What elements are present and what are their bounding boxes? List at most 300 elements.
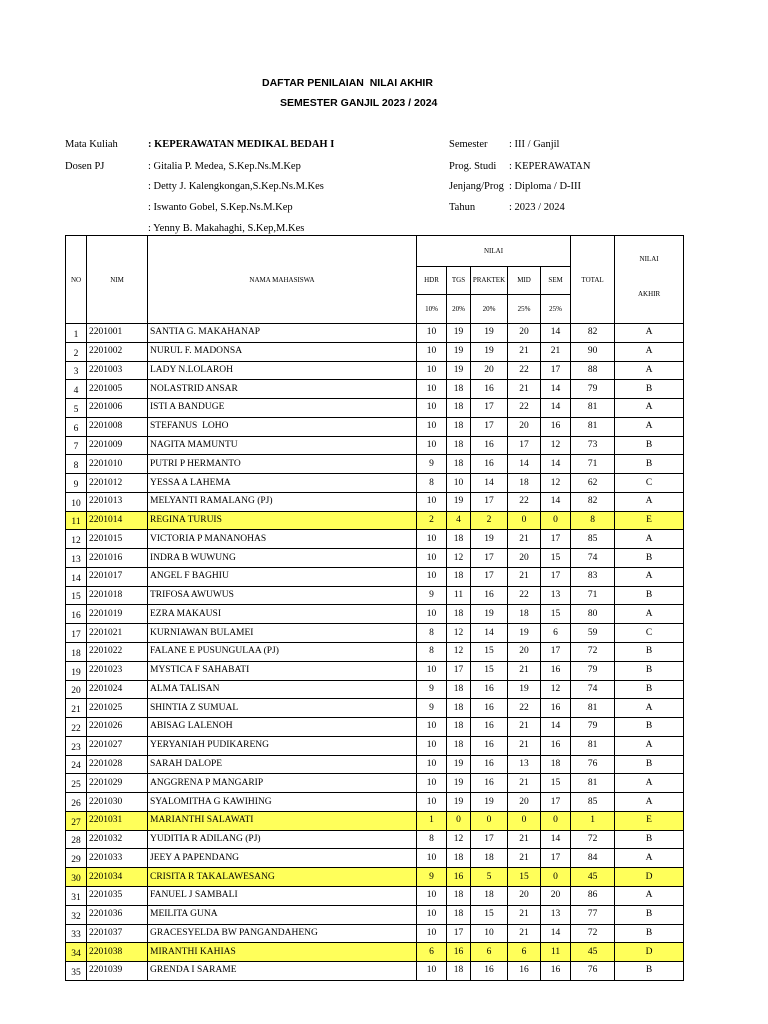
cell-nim: 2201013 bbox=[87, 492, 148, 511]
cell-praktek-score: 16 bbox=[471, 699, 508, 718]
table-row bbox=[66, 661, 684, 680]
cell-tgs-score: 18 bbox=[447, 849, 471, 868]
cell-final-grade: B bbox=[615, 905, 684, 924]
cell-tgs-score: 19 bbox=[447, 774, 471, 793]
cell-no: 19 bbox=[66, 661, 87, 680]
cell-final-grade: D bbox=[615, 868, 684, 887]
cell-final-grade: A bbox=[615, 417, 684, 436]
cell-student-name: ANGEL F BAGHIU bbox=[148, 567, 417, 586]
cell-student-name: CRISITA R TAKALAWESANG bbox=[148, 868, 417, 887]
cell-student-name: EZRA MAKAUSI bbox=[148, 605, 417, 624]
tahun-label: Tahun bbox=[449, 202, 476, 213]
cell-hdr-score: 9 bbox=[417, 699, 447, 718]
cell-final-grade: A bbox=[615, 492, 684, 511]
cell-tgs-score: 11 bbox=[447, 586, 471, 605]
cell-total-score: 74 bbox=[571, 549, 615, 568]
cell-tgs-score: 19 bbox=[447, 755, 471, 774]
cell-final-grade: A bbox=[615, 793, 684, 812]
cell-tgs-score: 17 bbox=[447, 661, 471, 680]
cell-mid-score: 18 bbox=[508, 605, 541, 624]
cell-hdr-score: 2 bbox=[417, 511, 447, 530]
mata-kuliah-label: Mata Kuliah bbox=[65, 139, 118, 150]
cell-mid-score: 15 bbox=[508, 868, 541, 887]
cell-praktek-score: 16 bbox=[471, 680, 508, 699]
cell-no: 25 bbox=[66, 774, 87, 793]
cell-total-score: 83 bbox=[571, 567, 615, 586]
table-row bbox=[66, 474, 684, 493]
cell-sem-score: 0 bbox=[541, 511, 571, 530]
cell-student-name: JEEY A PAPENDANG bbox=[148, 849, 417, 868]
cell-total-score: 79 bbox=[571, 718, 615, 737]
cell-praktek-score: 6 bbox=[471, 943, 508, 962]
cell-praktek-score: 17 bbox=[471, 830, 508, 849]
table-row bbox=[66, 342, 684, 361]
cell-final-grade: B bbox=[615, 643, 684, 662]
cell-sem-score: 13 bbox=[541, 586, 571, 605]
cell-final-grade: B bbox=[615, 680, 684, 699]
cell-nim: 2201027 bbox=[87, 736, 148, 755]
cell-praktek-score: 14 bbox=[471, 624, 508, 643]
cell-student-name: GRACESYELDA BW PANGANDAHENG bbox=[148, 924, 417, 943]
cell-sem-score: 16 bbox=[541, 736, 571, 755]
cell-hdr-score: 10 bbox=[417, 399, 447, 418]
cell-tgs-score: 18 bbox=[447, 905, 471, 924]
cell-no: 5 bbox=[66, 399, 87, 418]
semester-label: Semester bbox=[449, 139, 488, 150]
cell-tgs-score: 18 bbox=[447, 455, 471, 474]
cell-sem-score: 17 bbox=[541, 567, 571, 586]
cell-final-grade: B bbox=[615, 380, 684, 399]
cell-final-grade: C bbox=[615, 624, 684, 643]
cell-no: 4 bbox=[66, 380, 87, 399]
cell-hdr-score: 8 bbox=[417, 474, 447, 493]
cell-praktek-score: 18 bbox=[471, 886, 508, 905]
cell-total-score: 84 bbox=[571, 849, 615, 868]
cell-sem-score: 20 bbox=[541, 886, 571, 905]
cell-nim: 2201012 bbox=[87, 474, 148, 493]
weight-mid: 25% bbox=[508, 294, 541, 323]
cell-nim: 2201002 bbox=[87, 342, 148, 361]
cell-final-grade: A bbox=[615, 736, 684, 755]
header-nama-mahasiswa: NAMA MAHASISWA bbox=[148, 236, 417, 324]
cell-sem-score: 14 bbox=[541, 324, 571, 343]
cell-tgs-score: 17 bbox=[447, 924, 471, 943]
table-row bbox=[66, 905, 684, 924]
cell-student-name: ABISAG LALENOH bbox=[148, 718, 417, 737]
cell-praktek-score: 17 bbox=[471, 399, 508, 418]
cell-final-grade: B bbox=[615, 586, 684, 605]
cell-nim: 2201035 bbox=[87, 886, 148, 905]
cell-total-score: 59 bbox=[571, 624, 615, 643]
cell-tgs-score: 4 bbox=[447, 511, 471, 530]
cell-student-name: LADY N.LOLAROH bbox=[148, 361, 417, 380]
cell-hdr-score: 10 bbox=[417, 793, 447, 812]
cell-nim: 2201018 bbox=[87, 586, 148, 605]
cell-tgs-score: 12 bbox=[447, 624, 471, 643]
cell-tgs-score: 18 bbox=[447, 736, 471, 755]
cell-sem-score: 12 bbox=[541, 436, 571, 455]
table-row bbox=[66, 549, 684, 568]
cell-tgs-score: 18 bbox=[447, 605, 471, 624]
cell-hdr-score: 10 bbox=[417, 886, 447, 905]
cell-sem-score: 13 bbox=[541, 905, 571, 924]
cell-hdr-score: 1 bbox=[417, 811, 447, 830]
cell-sem-score: 14 bbox=[541, 830, 571, 849]
cell-praktek-score: 16 bbox=[471, 436, 508, 455]
header-total: TOTAL bbox=[571, 236, 615, 324]
cell-nim: 2201032 bbox=[87, 830, 148, 849]
cell-no: 7 bbox=[66, 436, 87, 455]
cell-nim: 2201039 bbox=[87, 962, 148, 981]
cell-nim: 2201024 bbox=[87, 680, 148, 699]
cell-hdr-score: 10 bbox=[417, 361, 447, 380]
cell-nim: 2201038 bbox=[87, 943, 148, 962]
prodi-label: Prog. Studi bbox=[449, 161, 497, 172]
cell-sem-score: 14 bbox=[541, 492, 571, 511]
cell-hdr-score: 10 bbox=[417, 417, 447, 436]
table-row bbox=[66, 530, 684, 549]
cell-mid-score: 21 bbox=[508, 530, 541, 549]
table-row bbox=[66, 886, 684, 905]
cell-tgs-score: 10 bbox=[447, 474, 471, 493]
cell-total-score: 85 bbox=[571, 530, 615, 549]
header-praktek: PRAKTEK bbox=[471, 266, 508, 294]
header-no: NO bbox=[66, 236, 87, 324]
table-row bbox=[66, 605, 684, 624]
table-row bbox=[66, 399, 684, 418]
cell-mid-score: 21 bbox=[508, 905, 541, 924]
dosen-label: Dosen PJ bbox=[65, 161, 105, 172]
cell-no: 2 bbox=[66, 342, 87, 361]
weight-tgs: 20% bbox=[447, 294, 471, 323]
cell-no: 16 bbox=[66, 605, 87, 624]
cell-tgs-score: 18 bbox=[447, 886, 471, 905]
cell-tgs-score: 18 bbox=[447, 962, 471, 981]
cell-mid-score: 21 bbox=[508, 567, 541, 586]
cell-final-grade: A bbox=[615, 342, 684, 361]
cell-hdr-score: 10 bbox=[417, 755, 447, 774]
dosen-name: : Gitalia P. Medea, S.Kep.Ns.M.Kep bbox=[148, 161, 301, 172]
cell-total-score: 71 bbox=[571, 455, 615, 474]
cell-final-grade: E bbox=[615, 511, 684, 530]
cell-hdr-score: 9 bbox=[417, 586, 447, 605]
table-row bbox=[66, 436, 684, 455]
cell-student-name: ALMA TALISAN bbox=[148, 680, 417, 699]
dosen-name: : Yenny B. Makahaghi, S.Kep,M.Kes bbox=[148, 223, 305, 234]
cell-nim: 2201028 bbox=[87, 755, 148, 774]
cell-total-score: 79 bbox=[571, 380, 615, 399]
cell-praktek-score: 17 bbox=[471, 492, 508, 511]
cell-hdr-score: 10 bbox=[417, 549, 447, 568]
cell-hdr-score: 9 bbox=[417, 455, 447, 474]
cell-final-grade: A bbox=[615, 567, 684, 586]
cell-hdr-score: 10 bbox=[417, 436, 447, 455]
cell-total-score: 77 bbox=[571, 905, 615, 924]
table-row bbox=[66, 962, 684, 981]
cell-total-score: 72 bbox=[571, 830, 615, 849]
cell-tgs-score: 18 bbox=[447, 718, 471, 737]
header-nilai-akhir-line1: NILAI bbox=[639, 255, 659, 263]
cell-sem-score: 12 bbox=[541, 680, 571, 699]
table-row bbox=[66, 567, 684, 586]
cell-mid-score: 22 bbox=[508, 492, 541, 511]
cell-sem-score: 16 bbox=[541, 661, 571, 680]
header-nilai-akhir-line2: AKHIR bbox=[637, 290, 661, 298]
cell-total-score: 81 bbox=[571, 417, 615, 436]
cell-final-grade: C bbox=[615, 474, 684, 493]
table-row bbox=[66, 718, 684, 737]
cell-total-score: 81 bbox=[571, 736, 615, 755]
table-row bbox=[66, 586, 684, 605]
cell-no: 21 bbox=[66, 699, 87, 718]
cell-sem-score: 14 bbox=[541, 455, 571, 474]
cell-student-name: FALANE E PUSUNGULAA (PJ) bbox=[148, 643, 417, 662]
cell-no: 27 bbox=[66, 811, 87, 830]
cell-hdr-score: 8 bbox=[417, 624, 447, 643]
cell-student-name: REGINA TURUIS bbox=[148, 511, 417, 530]
cell-mid-score: 21 bbox=[508, 661, 541, 680]
cell-praktek-score: 16 bbox=[471, 962, 508, 981]
jenjang-value: : Diploma / D-III bbox=[509, 181, 582, 192]
cell-no: 6 bbox=[66, 417, 87, 436]
cell-nim: 2201021 bbox=[87, 624, 148, 643]
cell-no: 28 bbox=[66, 830, 87, 849]
cell-nim: 2201034 bbox=[87, 868, 148, 887]
cell-hdr-score: 10 bbox=[417, 736, 447, 755]
cell-nim: 2201019 bbox=[87, 605, 148, 624]
cell-no: 15 bbox=[66, 586, 87, 605]
cell-sem-score: 14 bbox=[541, 380, 571, 399]
cell-tgs-score: 18 bbox=[447, 417, 471, 436]
cell-final-grade: E bbox=[615, 811, 684, 830]
cell-hdr-score: 10 bbox=[417, 924, 447, 943]
cell-nim: 2201017 bbox=[87, 567, 148, 586]
table-row bbox=[66, 755, 684, 774]
cell-mid-score: 14 bbox=[508, 455, 541, 474]
cell-no: 13 bbox=[66, 549, 87, 568]
cell-total-score: 81 bbox=[571, 774, 615, 793]
cell-student-name: YUDITIA R ADILANG (PJ) bbox=[148, 830, 417, 849]
cell-final-grade: B bbox=[615, 436, 684, 455]
cell-nim: 2201010 bbox=[87, 455, 148, 474]
cell-tgs-score: 19 bbox=[447, 492, 471, 511]
table-row bbox=[66, 455, 684, 474]
cell-sem-score: 16 bbox=[541, 962, 571, 981]
cell-mid-score: 0 bbox=[508, 811, 541, 830]
cell-praktek-score: 19 bbox=[471, 342, 508, 361]
table-row bbox=[66, 868, 684, 887]
prodi-value: : KEPERAWATAN bbox=[509, 161, 591, 172]
cell-no: 26 bbox=[66, 793, 87, 812]
cell-mid-score: 21 bbox=[508, 849, 541, 868]
cell-tgs-score: 18 bbox=[447, 399, 471, 418]
cell-sem-score: 18 bbox=[541, 755, 571, 774]
cell-student-name: STEFANUS LOHO bbox=[148, 417, 417, 436]
cell-final-grade: A bbox=[615, 849, 684, 868]
cell-mid-score: 20 bbox=[508, 643, 541, 662]
cell-no: 24 bbox=[66, 755, 87, 774]
cell-praktek-score: 16 bbox=[471, 736, 508, 755]
cell-total-score: 72 bbox=[571, 643, 615, 662]
cell-student-name: INDRA B WUWUNG bbox=[148, 549, 417, 568]
cell-no: 34 bbox=[66, 943, 87, 962]
cell-no: 3 bbox=[66, 361, 87, 380]
header-nilai-akhir bbox=[615, 236, 684, 324]
table-row bbox=[66, 380, 684, 399]
cell-student-name: MELYANTI RAMALANG (PJ) bbox=[148, 492, 417, 511]
cell-nim: 2201029 bbox=[87, 774, 148, 793]
cell-hdr-score: 10 bbox=[417, 342, 447, 361]
cell-final-grade: B bbox=[615, 755, 684, 774]
cell-sem-score: 17 bbox=[541, 361, 571, 380]
table-row bbox=[66, 924, 684, 943]
table-row bbox=[66, 774, 684, 793]
table-row bbox=[66, 793, 684, 812]
cell-nim: 2201022 bbox=[87, 643, 148, 662]
cell-praktek-score: 15 bbox=[471, 643, 508, 662]
cell-total-score: 73 bbox=[571, 436, 615, 455]
cell-final-grade: A bbox=[615, 399, 684, 418]
dosen-name: : Iswanto Gobel, S.Kep.Ns.M.Kep bbox=[148, 202, 293, 213]
document-title: DAFTAR PENILAIAN NILAI AKHIR bbox=[262, 77, 433, 89]
table-row bbox=[66, 511, 684, 530]
cell-student-name: TRIFOSA AWUWUS bbox=[148, 586, 417, 605]
cell-no: 18 bbox=[66, 643, 87, 662]
cell-sem-score: 0 bbox=[541, 811, 571, 830]
cell-no: 29 bbox=[66, 849, 87, 868]
cell-hdr-score: 8 bbox=[417, 830, 447, 849]
cell-hdr-score: 10 bbox=[417, 661, 447, 680]
cell-tgs-score: 18 bbox=[447, 680, 471, 699]
cell-nim: 2201030 bbox=[87, 793, 148, 812]
cell-hdr-score: 10 bbox=[417, 905, 447, 924]
cell-nim: 2201025 bbox=[87, 699, 148, 718]
cell-sem-score: 21 bbox=[541, 342, 571, 361]
cell-total-score: 81 bbox=[571, 699, 615, 718]
cell-praktek-score: 15 bbox=[471, 905, 508, 924]
cell-final-grade: A bbox=[615, 530, 684, 549]
cell-student-name: SHINTIA Z SUMUAL bbox=[148, 699, 417, 718]
cell-total-score: 76 bbox=[571, 755, 615, 774]
cell-mid-score: 22 bbox=[508, 586, 541, 605]
cell-student-name: NAGITA MAMUNTU bbox=[148, 436, 417, 455]
table-row bbox=[66, 361, 684, 380]
cell-mid-score: 17 bbox=[508, 436, 541, 455]
cell-praktek-score: 18 bbox=[471, 849, 508, 868]
cell-mid-score: 21 bbox=[508, 830, 541, 849]
cell-hdr-score: 10 bbox=[417, 718, 447, 737]
cell-total-score: 88 bbox=[571, 361, 615, 380]
cell-mid-score: 21 bbox=[508, 736, 541, 755]
cell-total-score: 72 bbox=[571, 924, 615, 943]
cell-final-grade: D bbox=[615, 943, 684, 962]
cell-final-grade: B bbox=[615, 455, 684, 474]
cell-no: 12 bbox=[66, 530, 87, 549]
cell-total-score: 62 bbox=[571, 474, 615, 493]
cell-mid-score: 0 bbox=[508, 511, 541, 530]
cell-tgs-score: 0 bbox=[447, 811, 471, 830]
cell-sem-score: 15 bbox=[541, 774, 571, 793]
cell-student-name: MARIANTHI SALAWATI bbox=[148, 811, 417, 830]
cell-nim: 2201006 bbox=[87, 399, 148, 418]
cell-final-grade: B bbox=[615, 830, 684, 849]
cell-sem-score: 17 bbox=[541, 849, 571, 868]
cell-final-grade: B bbox=[615, 549, 684, 568]
cell-student-name: MIRANTHI KAHIAS bbox=[148, 943, 417, 962]
cell-tgs-score: 12 bbox=[447, 830, 471, 849]
cell-praktek-score: 5 bbox=[471, 868, 508, 887]
cell-total-score: 81 bbox=[571, 399, 615, 418]
cell-final-grade: A bbox=[615, 605, 684, 624]
cell-tgs-score: 18 bbox=[447, 530, 471, 549]
cell-nim: 2201015 bbox=[87, 530, 148, 549]
cell-praktek-score: 19 bbox=[471, 324, 508, 343]
cell-praktek-score: 17 bbox=[471, 567, 508, 586]
cell-mid-score: 16 bbox=[508, 962, 541, 981]
cell-total-score: 71 bbox=[571, 586, 615, 605]
table-row bbox=[66, 680, 684, 699]
cell-sem-score: 11 bbox=[541, 943, 571, 962]
cell-total-score: 8 bbox=[571, 511, 615, 530]
cell-student-name: SANTIA G. MAKAHANAP bbox=[148, 324, 417, 343]
cell-student-name: NOLASTRID ANSAR bbox=[148, 380, 417, 399]
cell-nim: 2201003 bbox=[87, 361, 148, 380]
cell-no: 23 bbox=[66, 736, 87, 755]
cell-mid-score: 20 bbox=[508, 549, 541, 568]
cell-final-grade: A bbox=[615, 774, 684, 793]
cell-final-grade: A bbox=[615, 361, 684, 380]
cell-final-grade: B bbox=[615, 962, 684, 981]
cell-sem-score: 12 bbox=[541, 474, 571, 493]
cell-student-name: SARAH DALOPE bbox=[148, 755, 417, 774]
table-row bbox=[66, 492, 684, 511]
cell-mid-score: 18 bbox=[508, 474, 541, 493]
cell-hdr-score: 10 bbox=[417, 567, 447, 586]
cell-tgs-score: 16 bbox=[447, 868, 471, 887]
cell-student-name: VICTORIA P MANANOHAS bbox=[148, 530, 417, 549]
header-nilai-group: NILAI bbox=[417, 236, 571, 267]
cell-sem-score: 17 bbox=[541, 793, 571, 812]
header-sem: SEM bbox=[541, 266, 571, 294]
header-nim: NIM bbox=[87, 236, 148, 324]
cell-no: 31 bbox=[66, 886, 87, 905]
cell-praktek-score: 19 bbox=[471, 605, 508, 624]
weight-hdr: 10% bbox=[417, 294, 447, 323]
cell-tgs-score: 19 bbox=[447, 324, 471, 343]
cell-nim: 2201005 bbox=[87, 380, 148, 399]
cell-total-score: 85 bbox=[571, 793, 615, 812]
cell-hdr-score: 10 bbox=[417, 774, 447, 793]
cell-mid-score: 21 bbox=[508, 380, 541, 399]
cell-nim: 2201031 bbox=[87, 811, 148, 830]
cell-sem-score: 16 bbox=[541, 417, 571, 436]
cell-nim: 2201026 bbox=[87, 718, 148, 737]
table-row bbox=[66, 324, 684, 343]
cell-total-score: 74 bbox=[571, 680, 615, 699]
cell-tgs-score: 18 bbox=[447, 436, 471, 455]
header-tgs: TGS bbox=[447, 266, 471, 294]
cell-tgs-score: 12 bbox=[447, 549, 471, 568]
cell-sem-score: 6 bbox=[541, 624, 571, 643]
cell-sem-score: 15 bbox=[541, 549, 571, 568]
cell-student-name: PUTRI P HERMANTO bbox=[148, 455, 417, 474]
cell-hdr-score: 10 bbox=[417, 849, 447, 868]
cell-no: 9 bbox=[66, 474, 87, 493]
cell-no: 11 bbox=[66, 511, 87, 530]
cell-student-name: GRENDA I SARAME bbox=[148, 962, 417, 981]
cell-sem-score: 14 bbox=[541, 399, 571, 418]
cell-mid-score: 22 bbox=[508, 361, 541, 380]
